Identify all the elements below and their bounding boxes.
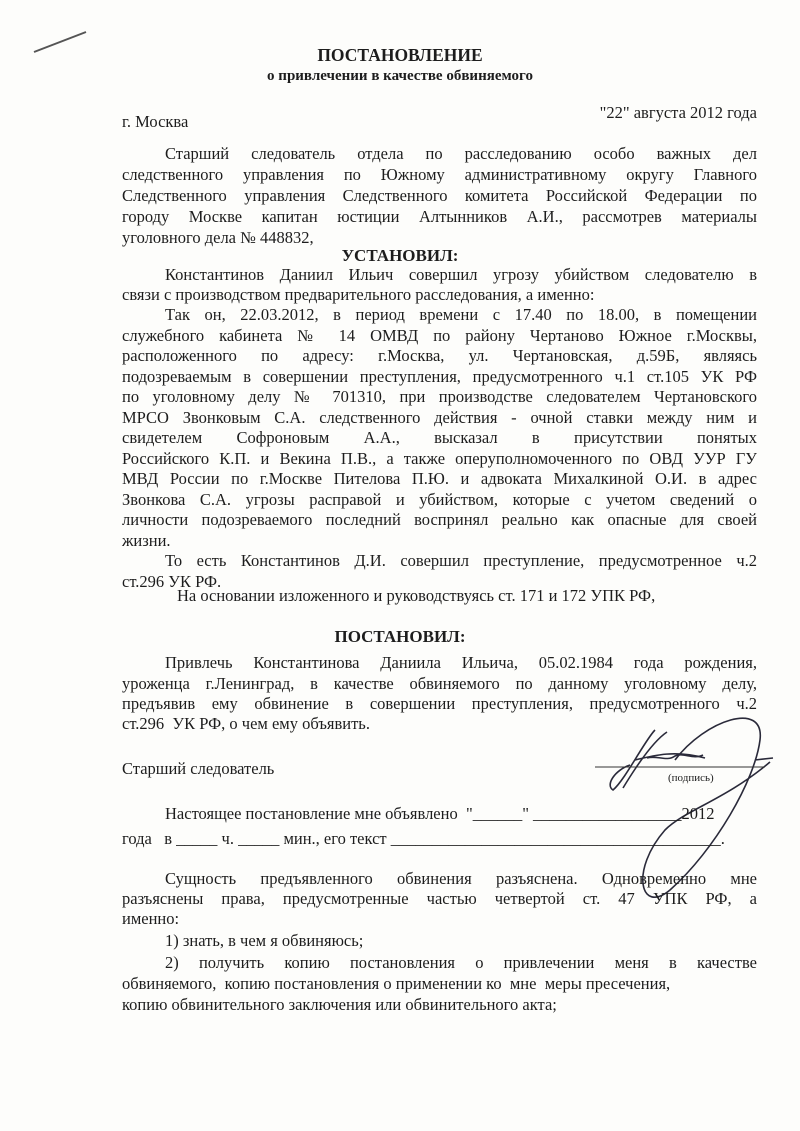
established-line: служебного кабинета № 14 ОМВД по району Чертаново Южное г.Москвы, bbox=[122, 326, 757, 345]
rights-line: разъяснены права, предусмотренные частью четвертой ст. 47 УПК РФ, а bbox=[122, 889, 757, 908]
resolved-line: предъявив ему обвинение в совершении преступления, предусмотренного ч.2 bbox=[122, 694, 757, 713]
established-line: МВД России по г.Москве Пителова П.Ю. и адвоката Михалкиной О.И. в адрес bbox=[122, 469, 757, 488]
document-subtitle: о привлечении в качестве обвиняемого bbox=[267, 68, 533, 84]
signature-caption: (подпись) bbox=[668, 772, 714, 784]
intro-line: следственного управления по Южному административному округу Главного bbox=[122, 165, 757, 184]
resolved-line: Привлечь Константинова Даниила Ильича, 05.02.1984 года рождения, bbox=[165, 653, 757, 672]
established-heading: УСТАНОВИЛ: bbox=[341, 246, 459, 265]
intro-line: городу Москве капитан юстиции Алтынников А.И., рассмотрев материалы bbox=[122, 207, 757, 226]
established-line: Константинов Даниил Ильич совершил угрозу убийством следователю в bbox=[165, 265, 757, 284]
established-line: расположенного по адресу: г.Москва, ул. Чертановская, д.59Б, являясь bbox=[122, 346, 757, 365]
rights-line: обвиняемого, копию постановления о применении ко мне меры пресечения, bbox=[122, 974, 671, 993]
resolved-line: уроженца г.Ленинград, в качестве обвиняемого по данному уголовному делу, bbox=[122, 674, 757, 693]
resolved-line: ст.296 УК РФ, о чем ему объявить. bbox=[122, 714, 370, 733]
established-line: по уголовному делу № 701310, при производстве следователем Чертановского bbox=[122, 387, 757, 406]
rights-line: Сущность предъявленного обвинения разъяснена. Одновременно мне bbox=[165, 869, 757, 888]
established-line: МРСО Звонковым С.А. следственного действия - очной ставки между ним и bbox=[122, 408, 757, 427]
intro-line: уголовного дела № 448832, bbox=[122, 228, 314, 247]
established-line: Звонкова С.А. угрозы расправой и убийством, которые с учетом сведений о bbox=[122, 490, 757, 509]
rights-line: 1) знать, в чем я обвиняюсь; bbox=[165, 931, 364, 950]
established-line: свидетелем Софроновым А.А., высказал в присутствии понятых bbox=[122, 428, 757, 447]
established-line: То есть Константинов Д.И. совершил преступление, предусмотренное ч.2 bbox=[165, 551, 757, 570]
established-line: личности подозреваемого последний воспринял реально как опасные для своей bbox=[122, 510, 757, 529]
established-line: подозреваемым в совершении преступления, предусмотренного ч.1 ст.105 УК РФ bbox=[122, 367, 757, 386]
established-line: Так он, 22.03.2012, в период времени с 17.40 по 18.00, в помещении bbox=[165, 305, 757, 324]
rights-line: 2) получить копию постановления о привлечении меня в качестве bbox=[165, 953, 757, 972]
resolved-heading: ПОСТАНОВИЛ: bbox=[334, 627, 466, 646]
established-line: жизни. bbox=[122, 531, 171, 550]
established-line: связи с производством предварительного расследования, а именно: bbox=[122, 285, 595, 304]
rights-line: копию обвинительного заключения или обвинительного акта; bbox=[122, 995, 557, 1014]
announcement-line: года в _____ ч. _____ мин., его текст ________________________________________. bbox=[122, 829, 725, 848]
document-title: ПОСТАНОВЛЕНИЕ bbox=[317, 45, 483, 65]
city: г. Москва bbox=[122, 112, 189, 131]
established-line: На основании изложенного и руководствуясь ст. 171 и 172 УПК РФ, bbox=[177, 586, 656, 605]
rights-line: именно: bbox=[122, 909, 180, 928]
intro-line: Следственного управления Следственного комитета Российской Федерации по bbox=[122, 186, 757, 205]
signer-title: Старший следователь bbox=[122, 759, 275, 778]
announcement-line: Настоящее постановление мне объявлено "______" __________________2012 bbox=[165, 804, 715, 823]
established-line: ст.296 УК РФ. bbox=[122, 572, 222, 591]
intro-line: Старший следователь отдела по расследованию особо важных дел bbox=[165, 144, 757, 163]
established-line: Российского К.П. и Векина П.В., а также оперуполномоченного по ОВД УУР ГУ bbox=[122, 449, 757, 468]
document-date: "22" августа 2012 года bbox=[599, 103, 757, 122]
